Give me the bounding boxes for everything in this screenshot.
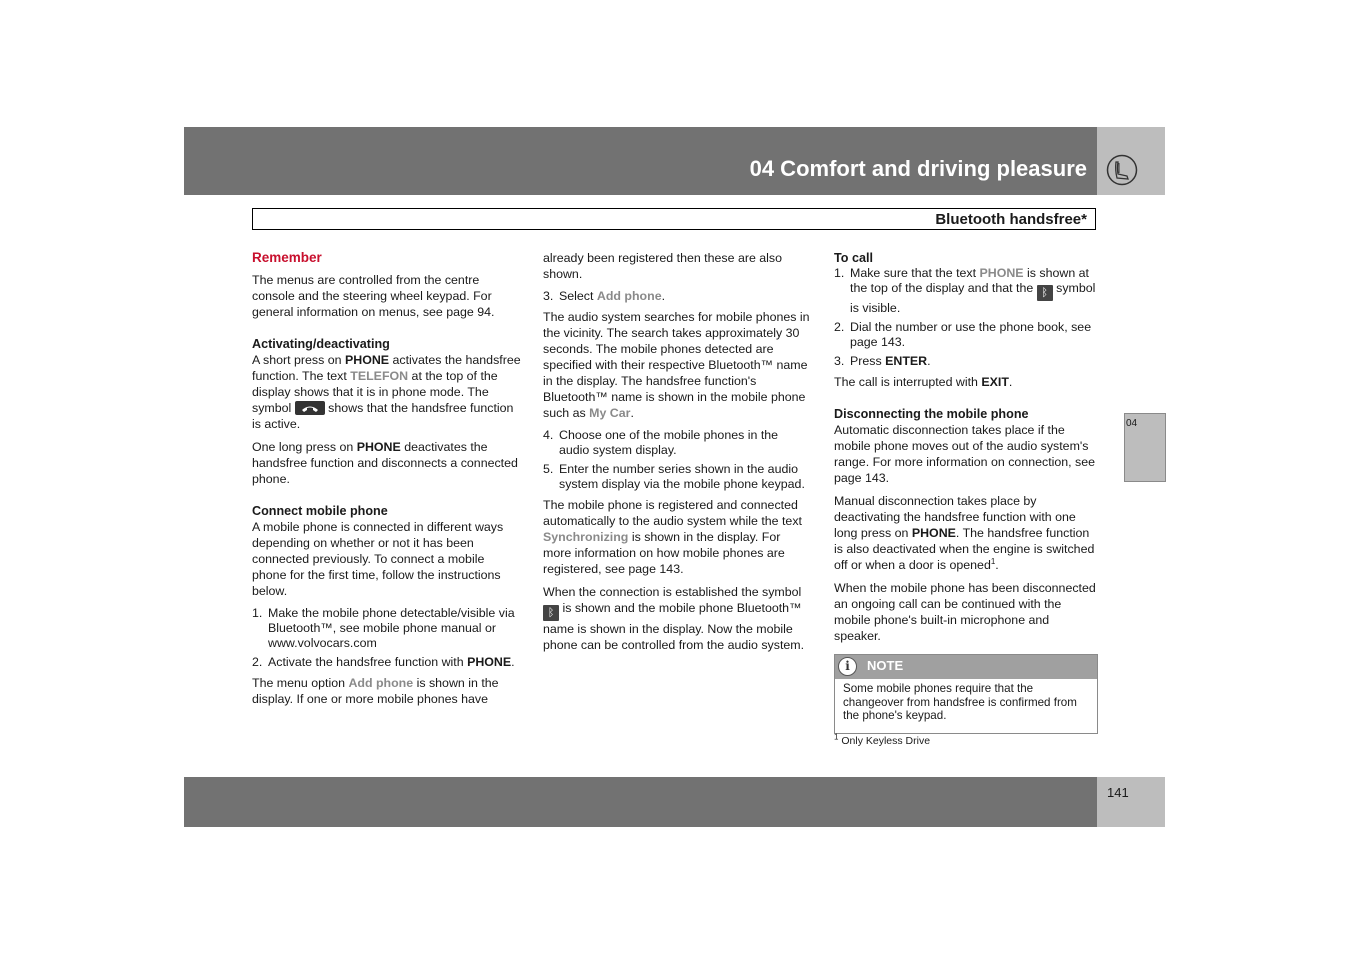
list-item: 1. Make sure that the text PHONE is shown at the top of the display and that the ᛒ symbol is visible. bbox=[834, 266, 1096, 315]
footer-band bbox=[184, 777, 1097, 827]
bluetooth-icon: ᛒ bbox=[1037, 285, 1053, 301]
connect-text: A mobile phone is connected in different ways depending on whether or not it has been connected previously. To connect a mobile phone for the first time, follow the instructions below. bbox=[252, 520, 504, 598]
info-icon: i bbox=[838, 657, 857, 676]
list-item: 5. Enter the number series shown in the audio system display via the mobile phone keypad. bbox=[543, 462, 805, 491]
call-steps bbox=[834, 266, 1098, 369]
remember-heading: Remember bbox=[252, 250, 322, 265]
note-label: NOTE bbox=[867, 658, 904, 673]
list-item: 2. Activate the handsfree function with PHONE. bbox=[252, 655, 515, 669]
chapter-title: 04 Comfort and driving pleasure bbox=[749, 156, 1087, 181]
section-title: Bluetooth handsfree* bbox=[935, 211, 1087, 228]
chapter-side-tab bbox=[1124, 413, 1166, 482]
established-text: When the connection is established the symbol ᛒ is shown and the mobile phone Bluetooth™ name is shown in the display. Now the mobile phone can be controlled from the audio system. bbox=[543, 585, 805, 652]
menu-option-text: The menu option Add phone is shown in the display. If one or more mobile phones have bbox=[252, 676, 499, 706]
continued-text: already been registered then these are also shown. bbox=[543, 251, 783, 281]
disconnect-manual-text: Manual disconnection takes place by deactivating the handsfree function with one long press on PHONE. The handsfree function is also deactivated when the engine is switched off or when a door is opened$^1$. bbox=[834, 494, 1095, 572]
note-header bbox=[835, 655, 1097, 679]
note-text: Some mobile phones require that the changeover from handsfree is confirmed from the phone's keypad. bbox=[843, 682, 1077, 722]
list-item: 1. Make the mobile phone detectable/visible via Bluetooth™, see mobile phone manual or www.volvocars.com bbox=[252, 606, 515, 650]
activating-heading: Activating/deactivating bbox=[252, 337, 390, 351]
connect-heading: Connect mobile phone bbox=[252, 504, 388, 518]
column-1 bbox=[252, 250, 522, 714]
column-3 bbox=[834, 250, 1098, 748]
list-item: 2. Dial the number or use the phone book, see page 143. bbox=[834, 320, 1092, 349]
remember-text: The menus are controlled from the centre console and the steering wheel keypad. For general information on menus, see page 94. bbox=[252, 273, 495, 319]
list-item: 3. Select Add phone. bbox=[543, 289, 666, 303]
disconnect-continue-text: When the mobile phone has been disconnected an ongoing call can be continued with the mobile phone's built-in microphone and speaker. bbox=[834, 581, 1096, 643]
to-call-heading: To call bbox=[834, 251, 873, 265]
registered-text: The mobile phone is registered and connected automatically to the audio system while the text Synchronizing is shown in the display. For more information on how mobile phones are registered, see page 143. bbox=[543, 498, 802, 576]
note-box bbox=[834, 654, 1098, 734]
list-item: 3. Press ENTER. bbox=[834, 354, 931, 368]
handset-icon bbox=[295, 401, 325, 415]
bluetooth-icon: ᛒ bbox=[543, 605, 559, 621]
section-bar bbox=[252, 208, 1096, 230]
interrupt-text: The call is interrupted with EXIT. bbox=[834, 375, 1013, 389]
disconnect-heading: Disconnecting the mobile phone bbox=[834, 407, 1029, 421]
seat-icon bbox=[1106, 154, 1138, 186]
disconnect-auto-text: Automatic disconnection takes place if the mobile phone moves out of the audio system's range. For more information on connection, see page 143. bbox=[834, 423, 1096, 485]
side-tab-label: 04 bbox=[1126, 418, 1138, 429]
connect-steps bbox=[252, 606, 522, 670]
activating-paragraph-1: A short press on PHONE activates the handsfree function. The text TELEFON at the top of the display shows that it is in phone mode. The symbol shows that the handsfree function is active. bbox=[252, 353, 521, 431]
column-2 bbox=[543, 250, 811, 660]
choose-steps bbox=[543, 428, 811, 492]
page-number: 141 bbox=[1107, 785, 1129, 800]
footnote: $^1$ Only Keyless Drive bbox=[834, 732, 931, 747]
activating-paragraph-2: One long press on PHONE deactivates the handsfree function and disconnects a connected phone. bbox=[252, 440, 518, 486]
list-item: 4. Choose one of the mobile phones in the audio system display. bbox=[543, 428, 779, 457]
search-text: The audio system searches for mobile phones in the vicinity. The search takes approximately 30 seconds. The mobile phones detected are specified with their respective Bluetooth™ name in the display. The handsfree function's Bluetooth™ name is shown in the mobile phone such as My Car. bbox=[543, 310, 810, 420]
select-step bbox=[543, 289, 811, 304]
